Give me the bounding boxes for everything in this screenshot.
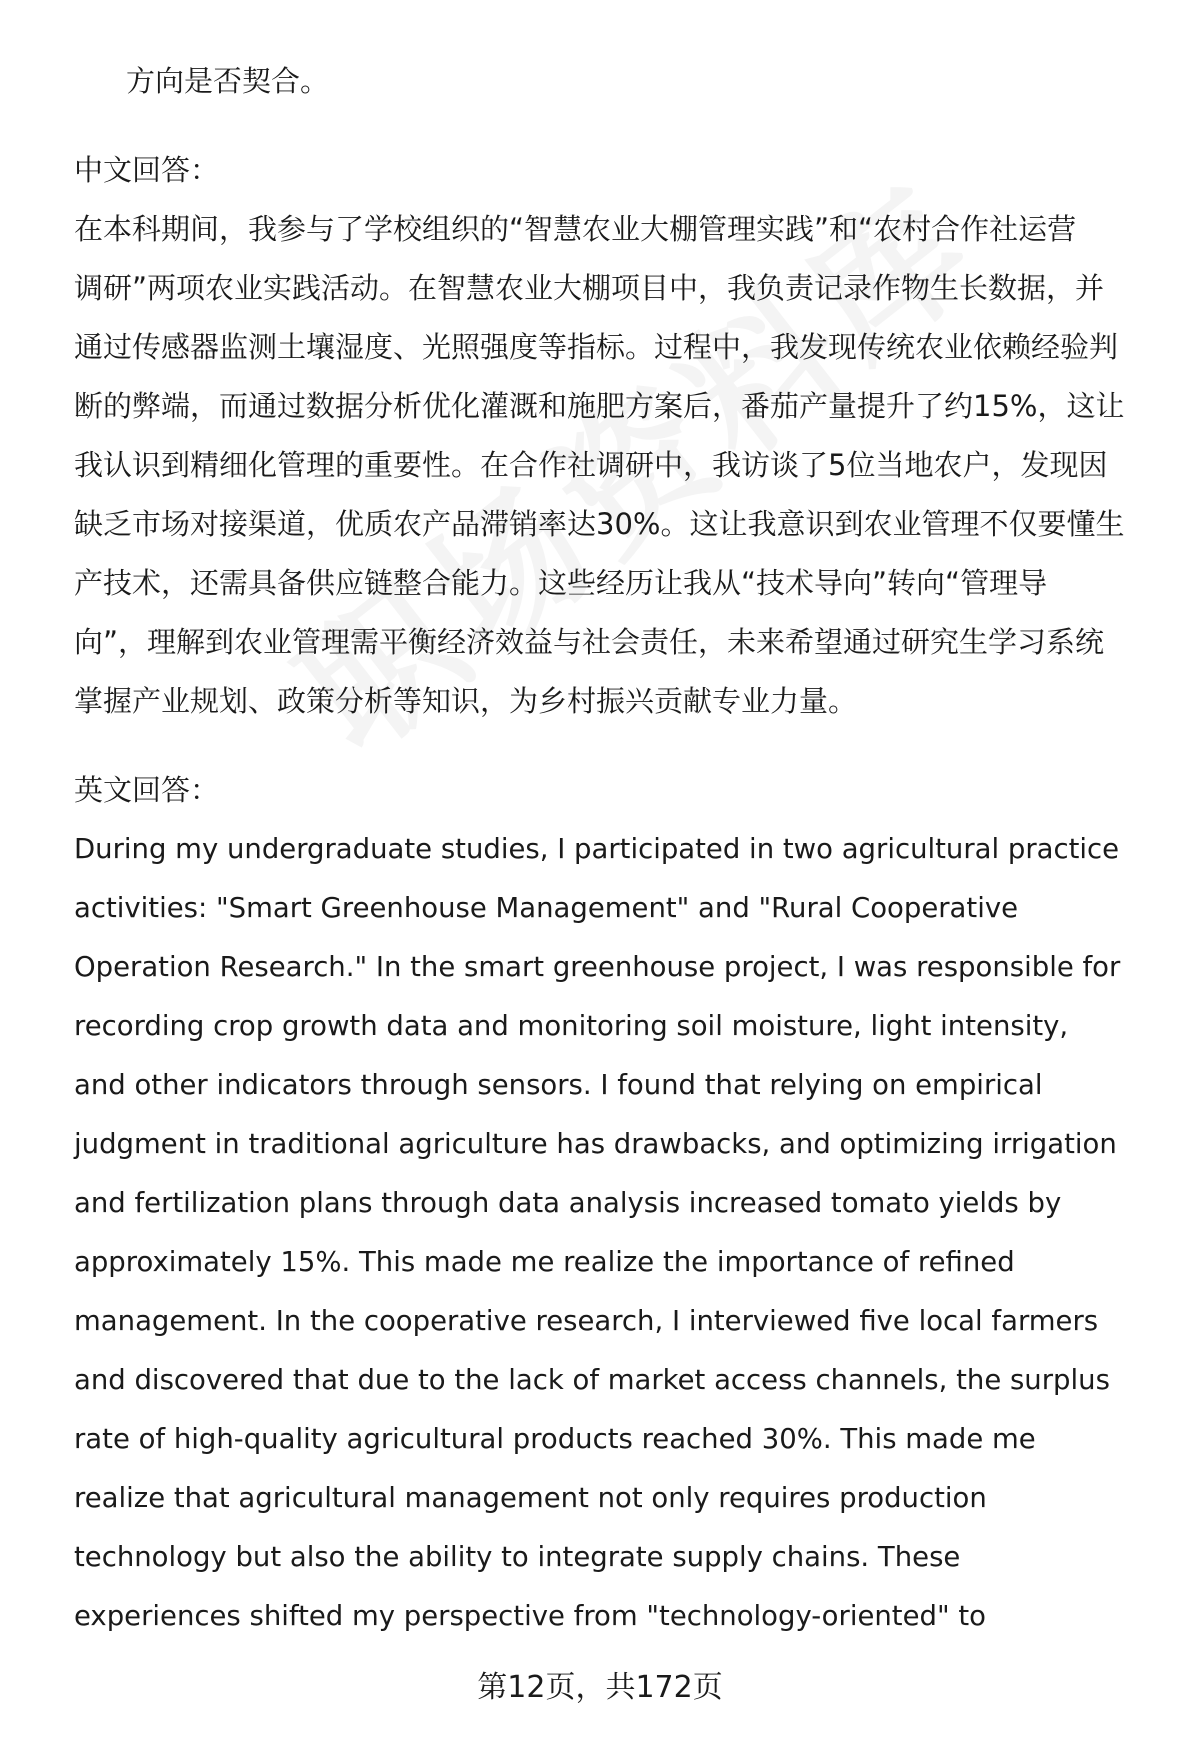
english-line: recording crop growth data and monitoring soil moisture, light intensity, xyxy=(74,1010,1069,1042)
english-line: rate of high-quality agricultural products reached 30%. This made me xyxy=(74,1423,1036,1455)
english-line: management. In the cooperative research, I interviewed five local farmers xyxy=(74,1305,1099,1337)
english-line: realize that agricultural management not only requires production xyxy=(74,1482,987,1514)
chinese-line: 向”，理解到农业管理需平衡经济效益与社会责任，未来希望通过研究生学习系统 xyxy=(74,625,1105,659)
continuation-line: 方向是否契合。 xyxy=(126,64,330,98)
chinese-line: 调研”两项农业实践活动。在智慧农业大棚项目中，我负责记录作物生长数据，并 xyxy=(74,271,1105,305)
chinese-line: 缺乏市场对接渠道，优质农产品滞销率达30%。这让我意识到农业管理不仅要懂生 xyxy=(74,507,1125,541)
english-line: experiences shifted my perspective from "technology-oriented" to xyxy=(74,1600,986,1632)
page-number: 第12页，共172页 xyxy=(477,1670,723,1705)
chinese-line: 我认识到精细化管理的重要性。在合作社调研中，我访谈了5位当地农户，发现因 xyxy=(74,448,1108,482)
english-line: judgment in traditional agriculture has drawbacks, and optimizing irrigation xyxy=(74,1128,1117,1160)
english-line: and discovered that due to the lack of market access channels, the surplus xyxy=(74,1364,1110,1396)
chinese-heading: 中文回答： xyxy=(74,153,220,187)
chinese-paragraph xyxy=(74,200,1156,731)
document-body xyxy=(74,52,1156,1646)
english-line: During my undergraduate studies, I participated in two agricultural practice xyxy=(74,833,1120,865)
chinese-line: 断的弊端，而通过数据分析优化灌溉和施肥方案后，番茄产量提升了约15%，这让 xyxy=(74,389,1125,423)
english-line: activities: "Smart Greenhouse Management" and "Rural Cooperative xyxy=(74,892,1019,924)
chinese-line: 通过传感器监测土壤湿度、光照强度等指标。过程中，我发现传统农业依赖经验判 xyxy=(74,330,1119,364)
english-line: and fertilization plans through data analysis increased tomato yields by xyxy=(74,1187,1062,1219)
english-line: approximately 15%. This made me realize the importance of refined xyxy=(74,1246,1015,1278)
english-line: and other indicators through sensors. I found that relying on empirical xyxy=(74,1069,1043,1101)
chinese-line: 掌握产业规划、政策分析等知识，为乡村振兴贡献专业力量。 xyxy=(74,684,858,718)
chinese-line: 在本科期间，我参与了学校组织的“智慧农业大棚管理实践”和“农村合作社运营 xyxy=(74,212,1077,246)
chinese-line: 产技术，还需具备供应链整合能力。这些经历让我从“技术导向”转向“管理导 xyxy=(74,566,1048,600)
english-line: Operation Research." In the smart greenhouse project, I was responsible for xyxy=(74,951,1121,983)
english-paragraph xyxy=(74,820,1156,1646)
english-line: technology but also the ability to integrate supply chains. These xyxy=(74,1541,961,1573)
english-heading: 英文回答： xyxy=(74,773,220,807)
